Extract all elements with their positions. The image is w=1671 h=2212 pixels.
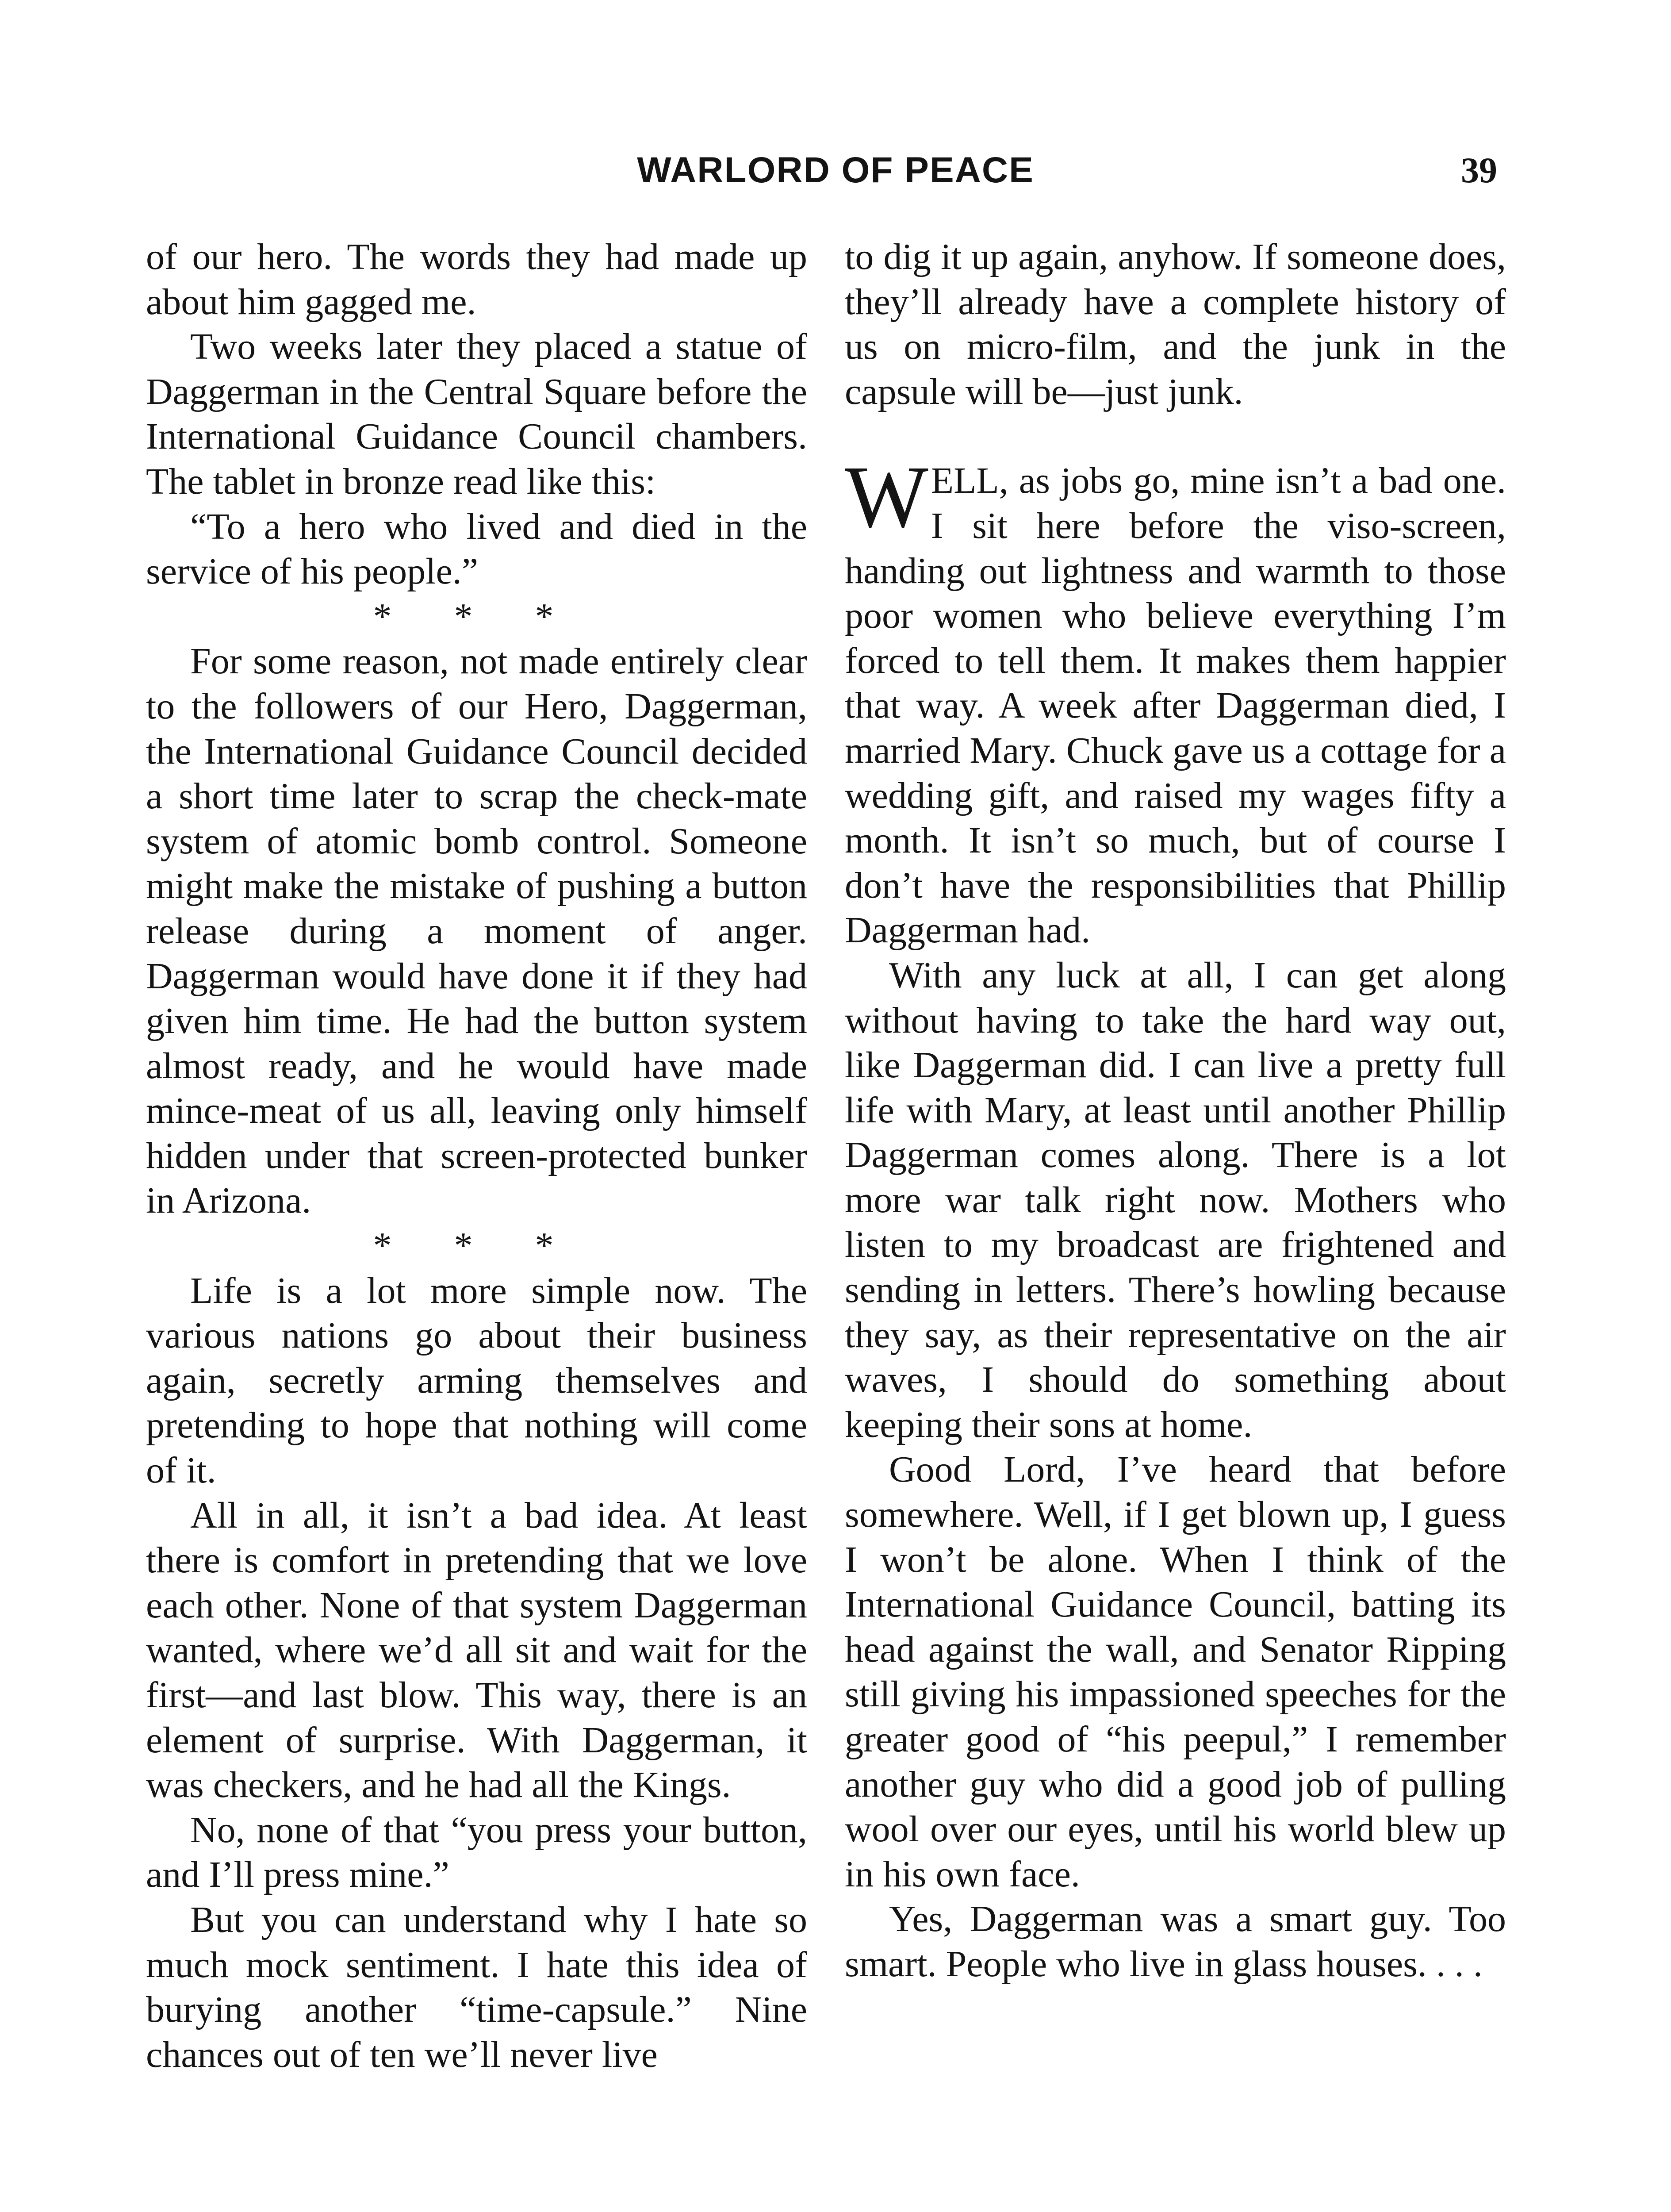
paragraph: But you can understand why I hate so much mock sentiment. I hate this idea of burying another “time-capsule.” Nine chances out of ten we’ll never live bbox=[146, 1899, 807, 2075]
paragraph: All in all, it isn’t a bad idea. At least there is comfort in pretending that we love each other. None of that system Daggerman wanted, where we’d all sit and wait for the first—and last blow. This way, there is an element of surprise. With Daggerman, it was checkers, and he had all the Kings. bbox=[146, 1494, 807, 1806]
running-title: WARLORD OF PEACE bbox=[637, 150, 1034, 190]
right-column bbox=[845, 234, 1506, 1987]
section-break: * * * bbox=[373, 595, 580, 637]
paragraph: Good Lord, I’ve heard that before somewhere. Well, if I get blown up, I guess I won’t be alone. When I think of the International Guidance Council, batting its head against the wall, and Senator Ripping still giving his impassioned speeches for the greater good of “his peepul,” I remember another guy who did a good job of pulling wool over our eyes, until his world blew up in his own face. bbox=[845, 1449, 1506, 1895]
paragraph-text: ELL, as jobs go, mine isn’t a bad one. I sit here before the viso-screen, handing out lightness and warmth to those poor women who believe everything I’m forced to tell them. It makes them happier that way. A week after Daggerman died, I married Mary. Chuck gave us a cottage for a wedding gift, and raised my wages fifty a month. It isn’t so much, but of course I don’t have the responsibilities that Phillip Daggerman had. bbox=[845, 460, 1506, 951]
paragraph-with-dropcap bbox=[845, 448, 1506, 953]
section-break: * * * bbox=[373, 1225, 580, 1267]
page-number: 39 bbox=[1461, 150, 1497, 190]
paragraph: “To a hero who lived and died in the service of his people.” bbox=[146, 506, 807, 592]
drop-cap: W bbox=[845, 448, 928, 546]
paragraph: Yes, Daggerman was a smart guy. Too smart. People who live in glass houses. . . . bbox=[845, 1898, 1506, 1985]
section-gap bbox=[845, 414, 1506, 458]
paragraph: No, none of that “you press your button, and I’ll press mine.” bbox=[146, 1809, 807, 1896]
paragraph: For some reason, not made entirely clear to the followers of our Hero, Daggerman, the International Guidance Council decided a short time later to scrap the check-mate system of atomic bomb control. Someone might make the mistake of pushing a button release during a moment of anger. Daggerman would have done it if they had given him time. He had the button system almost ready, and he would have made mince-meat of us all, leaving only himself hidden under that screen-protected bunker in Arizona. bbox=[146, 641, 807, 1221]
paragraph: With any luck at all, I can get along without having to take the hard way out, like Daggerman did. I can live a pretty full life with Mary, at least until another Phillip Daggerman comes along. There is a lot more war talk right now. Mothers who listen to my broadcast are frightened and sending in letters. There’s howling because they say, as their representative on the air waves, I should do something about keeping their sons at home. bbox=[845, 954, 1506, 1445]
paragraph: Life is a lot more simple now. The various nations go about their business again, secretly arming themselves and pretending to hope that nothing will come of it. bbox=[146, 1270, 807, 1491]
page-header bbox=[0, 146, 1671, 199]
paragraph: of our hero. The words they had made up about him gagged me. bbox=[146, 236, 807, 323]
left-column bbox=[146, 234, 807, 2077]
paragraph: Two weeks later they placed a statue of Daggerman in the Central Square before the International Guidance Council chambers. The tablet in bronze read like this: bbox=[146, 326, 807, 502]
paragraph: to dig it up again, anyhow. If someone does, they’ll already have a complete history of us on micro-film, and the junk in the capsule will be—just junk. bbox=[845, 236, 1506, 412]
